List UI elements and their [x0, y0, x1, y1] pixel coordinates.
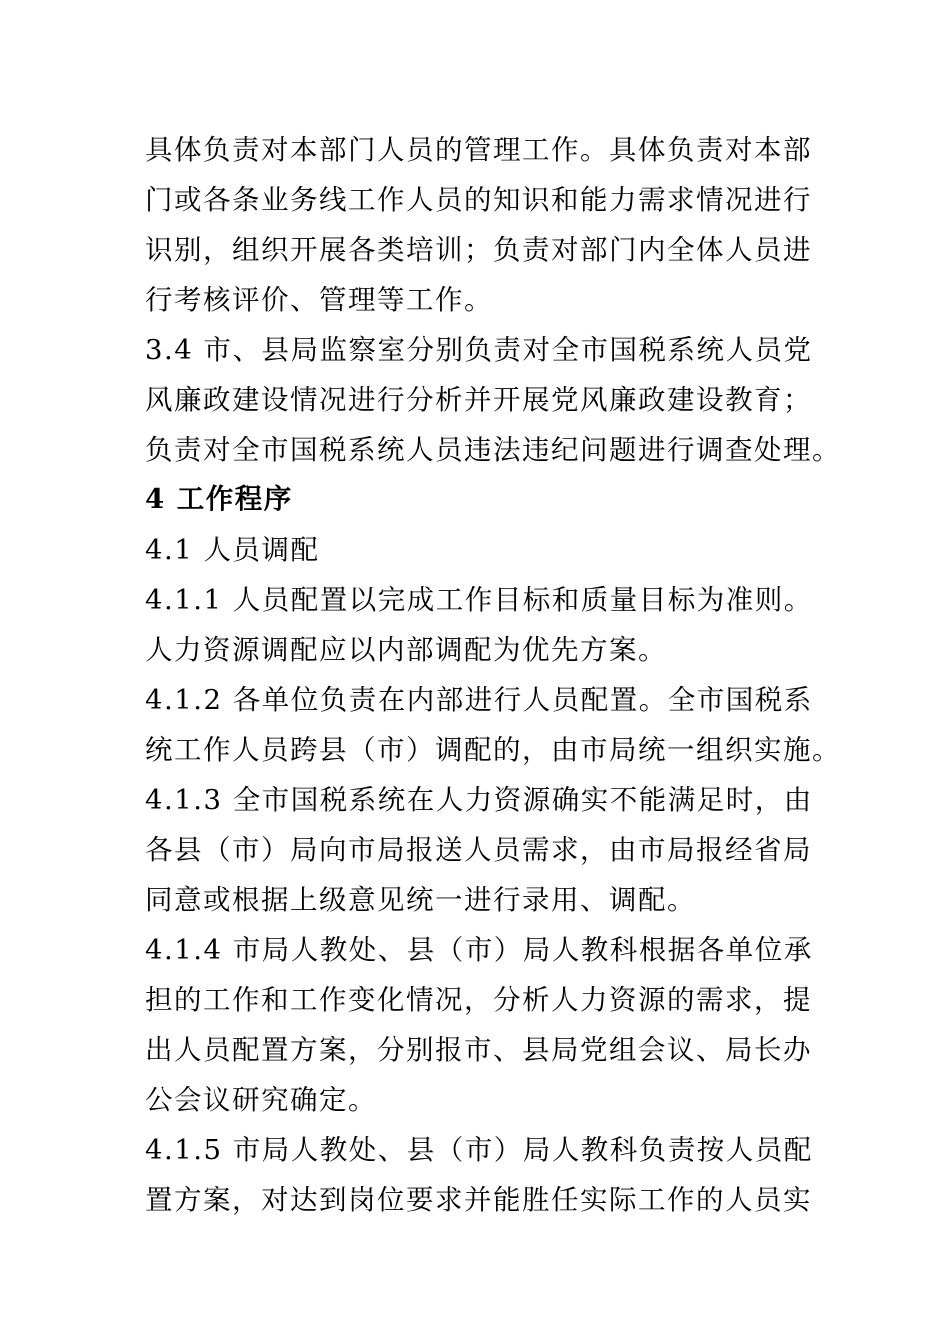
text-line: 4.1.1 人员配置以完成工作目标和质量目标为准则。 — [145, 584, 813, 616]
text-line: 4.1.3 全市国税系统在人力资源确实不能满足时，由 — [145, 784, 813, 816]
text-line: 具体负责对本部门人员的管理工作。具体负责对本部 — [145, 134, 812, 166]
subsection-heading: 4.1 人员调配 — [145, 534, 320, 566]
text-line: 4.1.2 各单位负责在内部进行人员配置。全市国税系 — [145, 684, 813, 716]
text-line: 出人员配置方案，分别报市、县局党组会议、局长办 — [145, 1034, 812, 1066]
text-line: 公会议研究确定。 — [145, 1084, 377, 1116]
text-line: 风廉政建设情况进行分析并开展党风廉政建设教育； — [145, 384, 812, 416]
text-line: 3.4 市、县局监察室分别负责对全市国税系统人员党 — [145, 334, 813, 366]
text-line: 4.1.5 市局人教处、县（市）局人教科负责按人员配 — [145, 1134, 813, 1166]
text-line: 担的工作和工作变化情况，分析人力资源的需求，提 — [145, 984, 812, 1016]
text-line: 识别，组织开展各类培训；负责对部门内全体人员进 — [145, 234, 812, 266]
text-line: 各县（市）局向市局报送人员需求，由市局报经省局 — [145, 834, 812, 866]
text-line: 统工作人员跨县（市）调配的，由市局统一组织实施。 — [145, 734, 841, 766]
text-line: 4.1.4 市局人教处、县（市）局人教科根据各单位承 — [145, 934, 813, 966]
text-line: 同意或根据上级意见统一进行录用、调配。 — [145, 884, 696, 916]
text-line: 置方案，对达到岗位要求并能胜任实际工作的人员实 — [145, 1184, 812, 1216]
text-line: 人力资源调配应以内部调配为优先方案。 — [145, 634, 667, 666]
text-line: 负责对全市国税系统人员违法违纪问题进行调查处理。 — [145, 434, 841, 466]
text-line: 行考核评价、管理等工作。 — [145, 284, 493, 316]
text-line: 门或各条业务线工作人员的知识和能力需求情况进行 — [145, 184, 812, 216]
section-heading: 4 工作程序 — [145, 483, 293, 515]
